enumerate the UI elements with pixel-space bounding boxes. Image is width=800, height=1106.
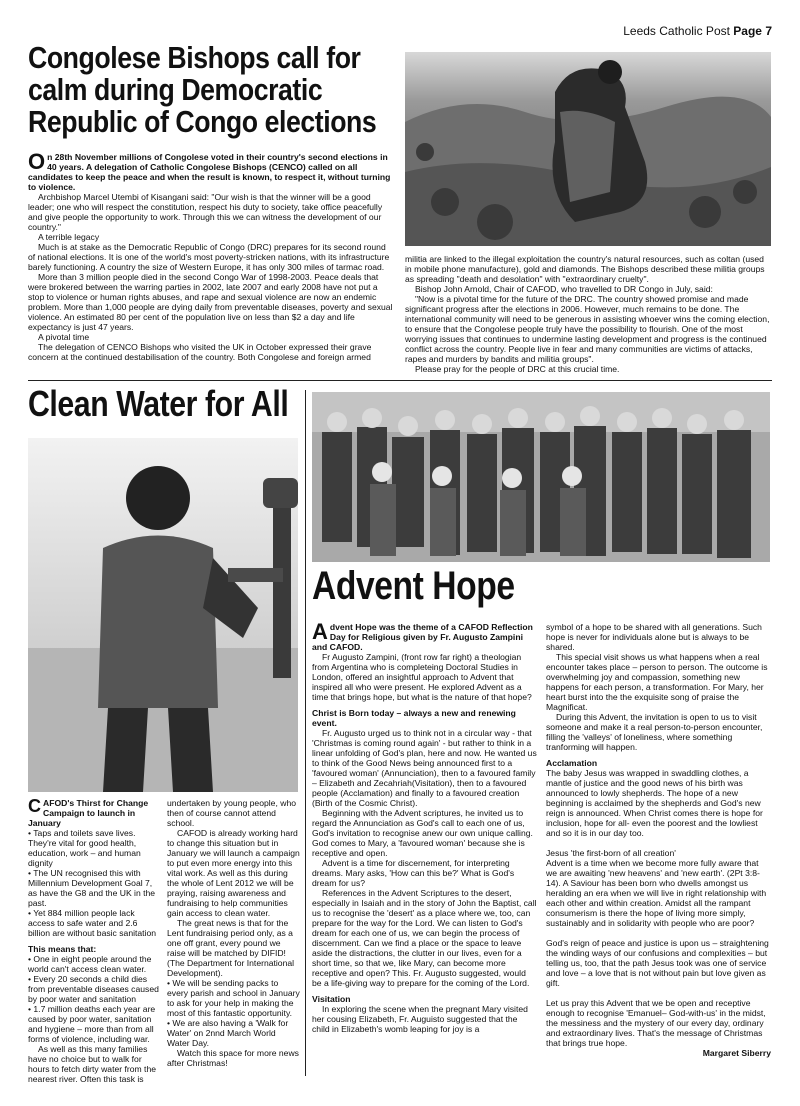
water-headline: Clean Water for All [28,383,289,424]
congo-headline: Congolese Bishops call for calm during Democratic Republic of Congo elections [28,40,377,139]
page-header [623,24,772,38]
section-divider [28,380,772,381]
group-of-religious-image [312,392,770,562]
advent-headline: Advent Hope [312,564,515,608]
water-column-1: CAFOD's Thirst for Change Campaign to launch in January • Taps and toilets save lives. They're vital for good health, education, work – and human dignity • The UN recognised this with Millennium Development Goal 7, as have the G8 and the UK in the past. • Yet 884 million people lack access to safe water and 2.6 billion are without basic sanitation This means that: • One in eight people around the world can't access clean water. • Every 20 seconds a child dies from preventable diseases caused by poor water and sanitation • 1.7 million deaths each year are caused by poor water, sanitation and hygiene – more than from all forms of violence, including war. As well as this many families have no choice but to walk for hours to fetch dirty water from the nearest river. Often this task is [28,796,159,1084]
advent-group-photo [312,392,770,562]
publication-name: Leeds Catholic Post [623,24,730,38]
author-signature: Margaret Siberry [702,1048,771,1058]
water-photo [28,438,298,792]
drop-cap: C [28,796,41,816]
advent-column-1: Advent Hope was the theme of a CAFOD Reflection Day for Religious given by Fr. Augusto Zampini and CAFOD. Fr Augusto Zampini, (front row far right) a theologian from Argentina who is completeing Doctoral Studies in London, offered an insightful approach to Advent that inspired all who were present. He explored Advent as a time that brings hope, but what is the nature of that hope? Christ is Born today – always a new and renewing event. Fr. Augusto urged us to think not in a circular way - that 'Christmas is coming round again' - but rather to think in a linear unfolding of God's plan, here and now. He wanted us to think of the Good News being announced first to a 'favoured woman' (Annunciation), then to a favoured family – Elizabeth and Zecahriah(Visitation), then to a favoured people (Acclamation) and finally to a favoured creation (Birth of the Cosmic Christ). Beginning with the Advent scriptures, he invited us to regard the Annunciation as God's call to each one of us, God's invitation to recognise anew our own unique calling. God comes to Mary, a 'favoured woman' because she is receptive and open. Advent is a time for discernement, for interpreting dreams. Mary asks, 'How can this be?' What is God's dream for us? References in the Advent Scriptures to the desert, especially in Isaiah and in the story of John the Baptist, call us to recognise the 'desert' as a place where we, too, can prepare for the way for the Lord. We can listen to God's dream for each one of us, we can begin the process of discernment. Can we find a place or the space to leave aside the distractions, the clutter in our lives, even for a short time, so that we, like Mary, can become more receptive and open? This. Fr. Augusto suggested, would be a life-giving way to prepare for the coming of the Lord. Visitation In exploring the scene when the pregnant Mary visited her cousing Elizabeth, Fr. Auguisto suggested that the child in Elizabeth's womb leaping for joy is a [312,619,537,1034]
drop-cap: A [312,619,328,644]
page-number: Page 7 [733,24,772,38]
water-column-2: undertaken by young people, who then of course cannot attend school. CAFOD is already working hard to change this situation but in January we will launch a campaign to put even more energy into this vital work. As well as this during the whole of Lent 2012 we will be praying, raising awareness and fundraising to help communities gain access to clean water. The great news is that for the Lent fundraising period only, as a one off grant, every pound we raise will be matched by DIFID! (The Department for International Development). • We will be sending packs to every parish and school in January to ask for your help in making the most of this fantastic opportunity. • We are also having a 'Walk for Water' on 2nnd March World Water Day. Watch this space for more news after Christmas! [167,798,300,1068]
congo-right-column: militia are linked to the illegal exploitation the country's natural resources, such as coltan (used in mobile phone manufacture), gold and diamonds. The Bishops described these militia groups as spreading "death and desolation" with "extraordinary cruelty". Bishop John Arnold, Chair of CAFOD, who travelled to DR Congo in July, said: "Now is a pivotal time for the future of the DRC. The country showed promise and made significant progress after the elections in 2006. However, much remains to be done. The international community will need to be generous in assisting whoever wins the coming election, to ensure that the Congolese people truly have the possibility to flourish. One of the most worrying issues that continues to undermine lasting development and progress is the continued conflict across the country. People live in fear and many communities are victims of attacks, rapes and murders by bandits and militia groups". Please pray for the people of DRC at this crucial time. [405,254,770,374]
advent-column-2: symbol of a hope to be shared with all generations. Such hope is never for individuals alone but is always to be shared. This special visit shows us what happens when a real encounter takes place – person to person. The outcome is overwhelming joy and compassion, something new happens for each person, a transformation. For Mary, her heart burst into the the exquisite song of praise the Magnificat. During this Advent, the invitation is open to us to visit someone and make it a real person-to-person encounter, filling the 'valleys' of loneliness, where something tranforming will happen. Acclamation The baby Jesus was wrapped in swaddling clothes, a mantle of justice and the good news of his birth was announced to lowly shepherds. The hope of a new beginning is acclaimed by the shepherds and God's new reign is announced. When Christ comes there is hope for inclusion, hope for all- even the poorest and the lowliest and so it is in our day too. Jesus 'the first-born of all creation' Advent is a time when we become more fully aware that we are awaiting 'new heavens' and 'new earth'. (2Pt 3:8-14). A Saviour has been born who dwells amongst us heralding an era when we will live in right relationship with each other and within creation. Amidst all the rampant consumerism is there the hope of living more simply, sustainably and in solidarity with people who are poor? God's reign of peace and justice is upon us – straightening the winding ways of our confusions and complexities – but telling us, too, that the path Jesus took was one of service and love – a love that is not without pain but love given as gift. Let us pray this Advent that we be open and receptive enough to recognise 'Emanuel– God-with-us' in the midst, the messiness and the mystery of our every day, ordinary and extraordinary lives. That's the message of Christmas that brings true hope. Margaret Siberry [546,622,771,1058]
farmer-in-field-image [405,52,771,246]
drop-cap: O [28,149,46,174]
congo-photo [405,52,771,246]
column-divider [305,390,306,1076]
congo-left-column: On 28th November millions of Congolese voted in their country's second elections in 40 years. A delegation of Catholic Congolese Bishops (CENCO) called on all candidates to keep the peace and when the result is known, to respect it, without turning to violence. Archbishop Marcel Utembi of Kisangani said: "Our wish is that the winner will be a good leader; one who will respect the constitution, respect his duty to society, take office peacefully and give people the opportunity to work. Through this we can witness the development of our country." A terrible legacy Much is at stake as the Democratic Republic of Congo (DRC) prepares for its second round of national elections. It is one of the world's most poverty-stricken nations, with its infrastructure barely functioning. A country the size of Western Europe, it has only 300 miles of tarmac road. More than 3 million people died in the second Congo War of 1998-2003. Peace deals that were brokered between the warring parties in 2002, late 2007 and early 2008 have not put a stop to violence or human rights abuses, and rape and sexual violence are now an endemic problem. More than 1,000 people are dying daily from preventable diseases, poverty and sexual violence. An estimated 80 per cent of the population live on less than $2 a day and life expectancy is just 47 years. A pivotal time The delegation of CENCO Bishops who visited the UK in October expressed their grave concern at the continued destabilisation of the country. Both Congolese and foreign armed [28,149,393,362]
child-at-tap-image [28,438,298,792]
